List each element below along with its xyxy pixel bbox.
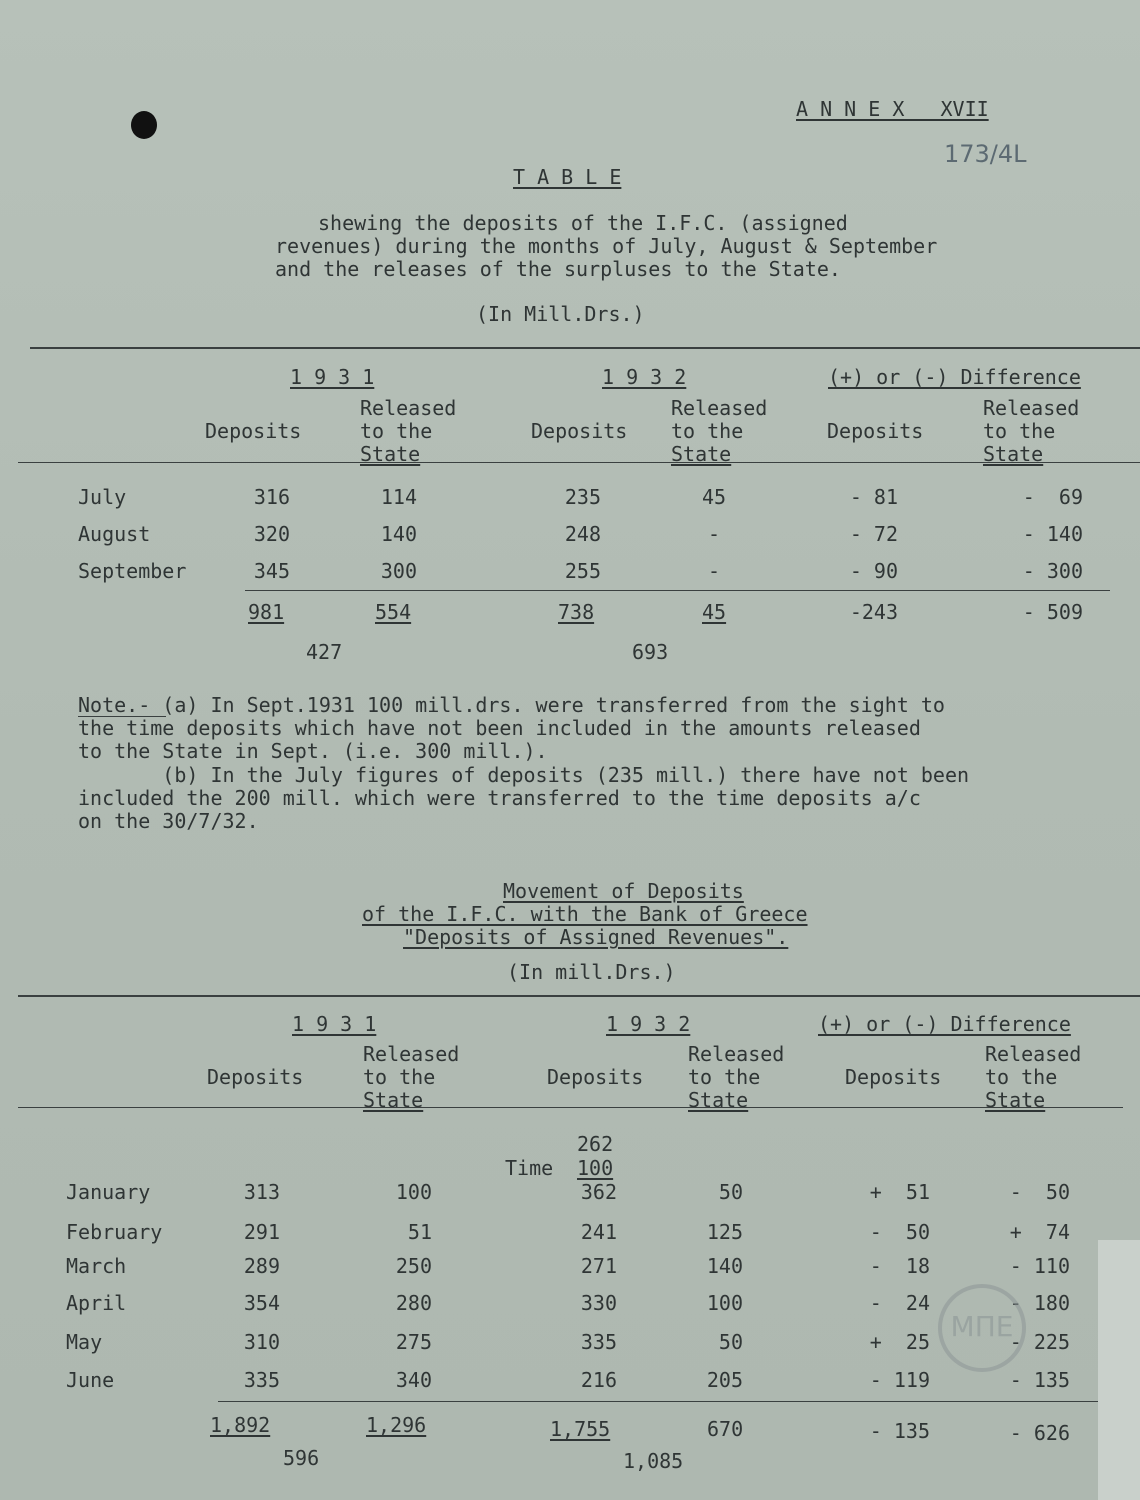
table1-deposits-1932-header: Deposits [531, 419, 628, 443]
table1-row-dd: - 72 [849, 522, 898, 546]
table2-row-d32: 241 [580, 1220, 617, 1244]
table1-year-1932: 1 9 3 2 [602, 365, 687, 389]
table1-subtitle-line3: and the releases of the surpluses to the State. [275, 257, 841, 281]
table1-total-r32: 45 [702, 600, 727, 624]
table1-total-r31: 554 [375, 600, 412, 624]
handwritten-reference: 173/4L [944, 140, 1027, 168]
table1-total-d32: 738 [558, 600, 595, 624]
table2-row-dd: + 25 [869, 1330, 930, 1354]
table2-row-d32: 362 [580, 1180, 617, 1204]
table2-row-month: May [66, 1330, 103, 1354]
table2-total-d32: 1,755 [550, 1417, 611, 1441]
table2-released-1932-header-l1: Released [688, 1042, 785, 1066]
annex-label: A N N E X XVII [796, 97, 989, 121]
table1-row-dr: - 140 [1022, 522, 1083, 546]
table1-row-r32: - [707, 559, 721, 583]
table1-released-diff-header-l1: Released [983, 396, 1080, 420]
table2-row-r31: 100 [395, 1180, 432, 1204]
table1-row-dd: - 90 [849, 559, 898, 583]
table2-row-r32: 140 [706, 1254, 743, 1278]
table2-row-d31: 291 [243, 1220, 280, 1244]
table2-row-dr: + 74 [1009, 1220, 1070, 1244]
table1-row-month: August [78, 522, 151, 546]
table2-net-1932: 1,085 [623, 1449, 684, 1473]
table2-row-d32: 216 [580, 1368, 617, 1392]
table2-row-d31: 313 [243, 1180, 280, 1204]
table2-released-1931-header-l3: State [363, 1088, 424, 1112]
table2-header-rule [18, 1107, 1123, 1108]
table1-row-r31: 300 [380, 559, 417, 583]
table1-released-1932-header-l2: to the [671, 419, 744, 443]
note-line1: Note.- (a) In Sept.1931 100 mill.drs. were transferred from the sight to [78, 693, 945, 717]
table2-row-r31: 275 [395, 1330, 432, 1354]
table1-row-month: September [78, 559, 187, 583]
punch-hole [131, 111, 157, 139]
table2-row-r32: 125 [706, 1220, 743, 1244]
table2-row-dr: - 135 [1009, 1368, 1070, 1392]
table2-row-r32: 50 [718, 1330, 743, 1354]
note-line6: on the 30/7/32. [78, 809, 259, 833]
note-line5: included the 200 mill. which were transferred to the time deposits a/c [78, 786, 921, 810]
table2-row-month: February [66, 1220, 163, 1244]
table2-year-1931: 1 9 3 1 [292, 1012, 377, 1036]
table1-released-diff-header-l2: to the [983, 419, 1056, 443]
table1-total-dr: - 509 [1022, 600, 1083, 624]
page-fold-edge [1098, 1240, 1140, 1500]
table2-row-r31: 280 [395, 1291, 432, 1315]
table1-released-1931-header-l1: Released [360, 396, 457, 420]
table2-row-d31: 289 [243, 1254, 280, 1278]
table2-row-dd: - 119 [869, 1368, 930, 1392]
table1-row-month: July [78, 485, 127, 509]
table1-header-rule [18, 462, 1140, 463]
table1-year-1931: 1 9 3 1 [290, 365, 375, 389]
table2-row-r32: 100 [706, 1291, 743, 1315]
table2-title-line3: "Deposits of Assigned Revenues". [403, 925, 789, 949]
table2-unit: (In mill.Drs.) [507, 960, 676, 984]
table2-released-1931-header-l2: to the [363, 1065, 436, 1089]
table2-row-r31: 51 [407, 1220, 432, 1244]
table2-row-dd: - 18 [869, 1254, 930, 1278]
table2-row-dd: - 50 [869, 1220, 930, 1244]
table2-deposits-1931-header: Deposits [207, 1065, 304, 1089]
table2-row-dr: - 50 [1009, 1180, 1070, 1204]
table1-released-1931-header-l2: to the [360, 419, 433, 443]
table1-difference-header: (+) or (-) Difference [828, 365, 1081, 389]
table2-released-1931-header-l1: Released [363, 1042, 460, 1066]
table2-row-r31: 340 [395, 1368, 432, 1392]
table2-difference-header: (+) or (-) Difference [818, 1012, 1071, 1036]
table2-released-1932-header-l2: to the [688, 1065, 761, 1089]
table1-subtitle-line2: revenues) during the months of July, August & September [275, 234, 938, 258]
table2-totals-rule [218, 1401, 1098, 1402]
note-line4: (b) In the July figures of deposits (235 mill.) there have not been [78, 763, 970, 787]
table2-row-month: January [66, 1180, 151, 1204]
table1-row-r31: 114 [380, 485, 417, 509]
table2-row-dd: - 24 [869, 1291, 930, 1315]
table2-row-d32: 335 [580, 1330, 617, 1354]
table2-title-line1: Movement of Deposits [503, 879, 744, 903]
table1-released-1931-header-l3: State [360, 442, 421, 466]
archive-stamp-text: ΜΠΕ [950, 1310, 1014, 1343]
table1-subtitle-line1: shewing the deposits of the I.F.C. (assigned [318, 211, 848, 235]
table1-title: T A B L E [513, 165, 622, 189]
table2-total-dr: - 626 [1009, 1421, 1070, 1445]
table2-total-dd: - 135 [869, 1419, 930, 1443]
table2-row-dr: - 110 [1009, 1254, 1070, 1278]
table2-row-month: April [66, 1291, 127, 1315]
table2-total-r32: 670 [707, 1417, 744, 1441]
table1-net-1932: 693 [632, 640, 669, 664]
table2-row-r31: 250 [395, 1254, 432, 1278]
table1-row-d32: 248 [564, 522, 601, 546]
table1-row-r32: - [707, 522, 721, 546]
table2-year-1932: 1 9 3 2 [606, 1012, 691, 1036]
table2-row-d32: 271 [580, 1254, 617, 1278]
archive-stamp [938, 1284, 1026, 1372]
table2-released-1932-header-l3: State [688, 1088, 749, 1112]
table2-deposits-1932-header: Deposits [547, 1065, 644, 1089]
table1-deposits-1931-header: Deposits [205, 419, 302, 443]
table2-time-added-value: 100 [577, 1156, 614, 1180]
table1-row-d31: 316 [253, 485, 290, 509]
table1-row-d31: 320 [253, 522, 290, 546]
note-line3: to the State in Sept. (i.e. 300 mill.). [78, 739, 548, 763]
table2-total-d31: 1,892 [210, 1413, 271, 1437]
table1-unit: (In Mill.Drs.) [476, 302, 645, 326]
table2-row-dr: - 225 [1009, 1330, 1070, 1354]
table1-totals-rule [245, 590, 1110, 591]
table2-time-top-value: 262 [577, 1132, 614, 1156]
table1-released-1932-header-l1: Released [671, 396, 768, 420]
table2-deposits-diff-header: Deposits [845, 1065, 942, 1089]
table1-top-rule [30, 347, 1140, 349]
table1-row-r32: 45 [701, 485, 727, 509]
table1-released-1932-header-l3: State [671, 442, 732, 466]
table1-released-diff-header-l3: State [983, 442, 1044, 466]
table1-row-d31: 345 [253, 559, 290, 583]
table2-total-r31: 1,296 [366, 1413, 427, 1437]
table2-row-r32: 50 [718, 1180, 743, 1204]
table2-row-r32: 205 [706, 1368, 743, 1392]
table2-row-dr: - 180 [1009, 1291, 1070, 1315]
table2-released-diff-header-l1: Released [985, 1042, 1082, 1066]
table2-row-d31: 335 [243, 1368, 280, 1392]
table2-row-dd: + 51 [869, 1180, 930, 1204]
table1-row-d32: 235 [564, 485, 601, 509]
table1-row-dr: - 300 [1022, 559, 1083, 583]
table1-net-1931: 427 [306, 640, 343, 664]
table2-row-month: June [66, 1368, 115, 1392]
table2-title-line2: of the I.F.C. with the Bank of Greece [362, 902, 808, 926]
table2-released-diff-header-l2: to the [985, 1065, 1058, 1089]
table1-total-dd: -243 [849, 600, 898, 624]
table2-released-diff-header-l3: State [985, 1088, 1046, 1112]
table1-deposits-diff-header: Deposits [827, 419, 924, 443]
table1-row-d32: 255 [564, 559, 601, 583]
table1-row-dr: - 69 [1022, 485, 1083, 509]
table1-row-r31: 140 [380, 522, 417, 546]
table2-row-d31: 310 [243, 1330, 280, 1354]
note-line2: the time deposits which have not been included in the amounts released [78, 716, 921, 740]
table2-time-label: Time [505, 1156, 554, 1180]
table2-top-rule [18, 995, 1140, 997]
table1-total-d31: 981 [248, 600, 285, 624]
table2-row-month: March [66, 1254, 127, 1278]
table1-row-dd: - 81 [849, 485, 898, 509]
table2-row-d32: 330 [580, 1291, 617, 1315]
table2-net-1931: 596 [283, 1446, 320, 1470]
table2-row-d31: 354 [243, 1291, 280, 1315]
